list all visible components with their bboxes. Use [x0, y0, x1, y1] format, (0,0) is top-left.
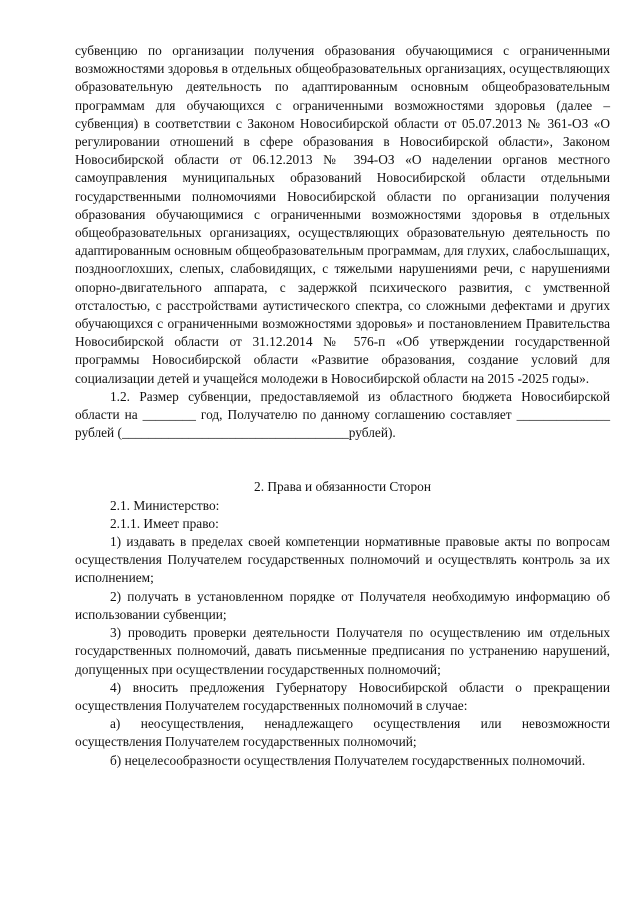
item-4: 4) вносить предложения Губернатору Новосибирской области о прекращении осуществления Получателем государственных полномочий в случае: [75, 679, 610, 713]
subitem-a: а) неосуществления, ненадлежащего осуществления или невозможности осуществления Получателем государственных полномочий; [75, 716, 610, 750]
clause-2-1-1: 2.1.1. Имеет право: [110, 515, 219, 531]
item-3: 3) проводить проверки деятельности Получателя по осуществлению им отдельных государственных полномочий, давать письменные предписания по устранению нарушений, допущенных при осуществлении государственных полномочий; [75, 625, 610, 677]
paragraph-subsidy-amount: 1.2. Размер субвенции, предоставляемой из областного бюджета Новосибирской области на ________ год, Получателю по данному соглашению составляет ______________ рублей (__________________________________рублей). [75, 388, 610, 441]
paragraph-legal-basis: субвенцию по организации получения образования обучающимися с ограниченными возможностями здоровья в отдельных общеобразовательных организациях, осуществляющих образовательную деятельность по адаптированным основным общеобразовательным программам для обучающихся с ограниченными возможностями здоровья (далее – субвенция) в соответствии с Законом Новосибирской области от 05.07.2013 № 361-ОЗ «О регулировании отношений в сфере образования в Новосибирской области», Законом Новосибирской области от 06.12.2013 № 394-ОЗ «О наделении органов местного самоуправления муниципальных образований Новосибирской области отдельными государственными полномочиями Новосибирской области по организации получения образования обучающимися с ограниченными возможностями здоровья в отдельных общеобразовательных организациях, осуществляющих образовательную деятельность по адаптированным основным общеобразовательным программам, для глухих, слабослышащих, позднооглохших, слепых, слабовидящих, с тяжелыми нарушениями речи, с нарушениями опорно-двигательного аппарата, с задержкой психического развития, с умственной отсталостью, с расстройствами аутистического спектра, со сложными дефектами и других обучающихся с ограниченными возможностями здоровья» и постановлением Правительства Новосибирской области от 31.12.2014 № 576-п «Об утверждении государственной программы Новосибирской области «Развитие образования, создание условий для социализации детей и учащейся молодежи в Новосибирской области на 2015 -2025 годы». [75, 43, 610, 386]
item-1: 1) издавать в пределах своей компетенции нормативные правовые акты по вопросам осуществления Получателем государственных полномочий и осуществлять контроль за их исполнением; [75, 534, 610, 586]
subitem-b: б) нецелесообразности осуществления Получателем государственных полномочий. [110, 752, 586, 768]
spacer [75, 442, 610, 478]
item-2: 2) получать в установленном порядке от Получателя необходимую информацию об использовании субвенции; [75, 588, 610, 622]
clause-2-1: 2.1. Министерство: [110, 497, 220, 513]
section-title: 2. Права и обязанности Сторон [254, 479, 431, 495]
